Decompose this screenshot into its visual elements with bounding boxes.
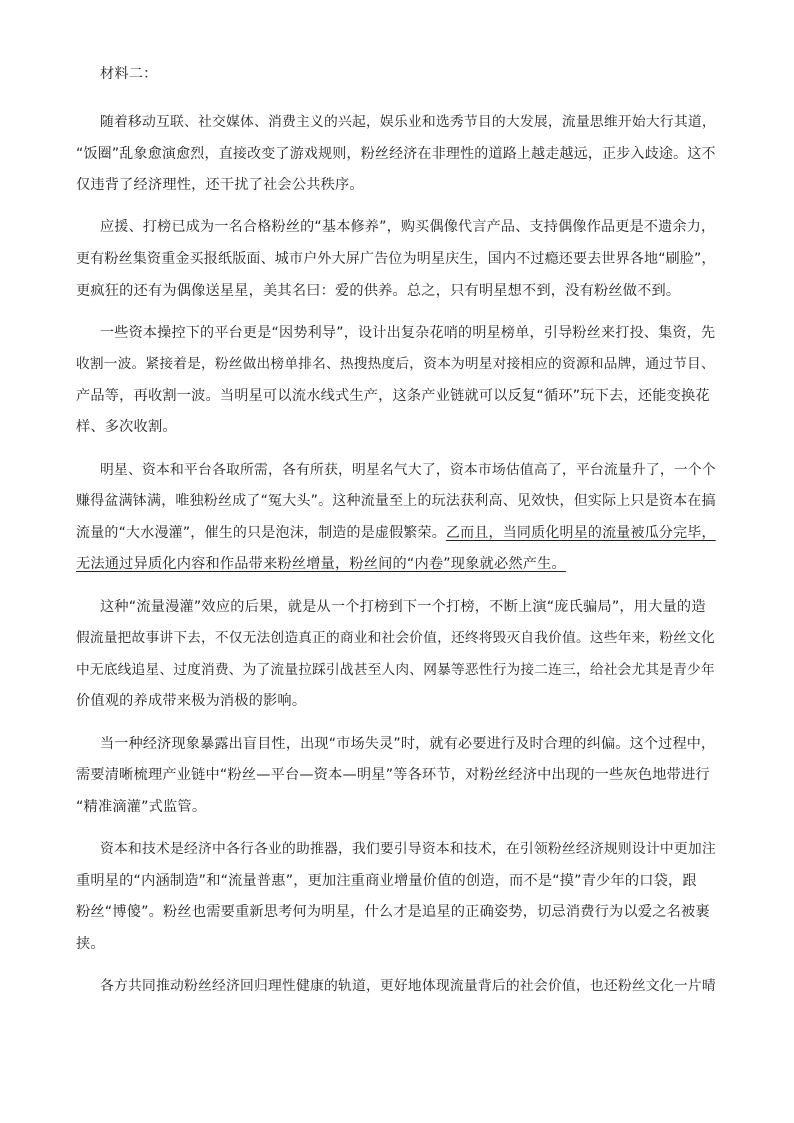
paragraph-line: 收割一波。紧接着是，粉丝做出榜单排名、热搜热度后，资本为明星对接相应的资源和品牌，通过节目、 [76, 356, 715, 372]
paragraph-line: 样、多次收割。 [76, 419, 177, 435]
paragraph-line: 仅违背了经济理性，还干扰了社会公共秩序。 [76, 177, 364, 193]
paragraph-line: 随着移动互联、社交媒体、消费主义的兴起，娱乐业和选秀节目的大发展，流量思维开始大行其道， [100, 114, 716, 130]
underlined-line [0, 554, 794, 574]
paragraph-line: 中无底线追星、过度消费、为了流量拉踩引战甚至人肉、网暴等恶性行为接二连三，给社会尤其是青少年 [76, 662, 715, 678]
paragraph-line: 当一种经济现象暴露出盲目性，出现“市场失灵”时，就有必要进行及时合理的纠偏。这个过程中， [100, 736, 716, 752]
paragraph-line: 产品等，再收割一波。当明星可以流水线式生产，这条产业链就可以反复“循环”玩下去，还能变换花 [76, 388, 710, 404]
paragraph-line: 一些资本操控下的平台更是“因势利导”，设计出复杂花哨的明星榜单，引导粉丝来打投、集资，先 [100, 325, 716, 341]
paragraph-line: 各方共同推动粉丝经济回归理性健康的轨道，更好地体现流量背后的社会价值，也还粉丝文化一片晴 [100, 978, 716, 994]
paragraph-line-with-underline [0, 523, 794, 543]
paragraph-line: 价值观的养成带来极为消极的影响。 [76, 693, 307, 709]
paragraph-line: “精准滴灌”式监管。 [76, 799, 207, 815]
paragraph-line: 明星、资本和平台各取所需，各有所获，明星名气大了，资本市场估值高了，平台流量升了，一个个 [100, 462, 716, 478]
paragraph-line: 这种“流量漫灌”效应的后果，就是从一个打榜到下一个打榜，不断上演“庞氏骗局”，用大量的造 [100, 599, 706, 615]
paragraph-text: 流量的“大水漫灌”，催生的只是泡沫，制造的是虚假繁荣。 [76, 525, 446, 541]
paragraph-line: 粉丝“博傻”。粉丝也需要重新思考何为明星，什么才是追星的正确姿势，切忌消费行为以爱之名被裹 [76, 904, 710, 920]
paragraph-line: 更疯狂的还有为偶像送星星，美其名曰：爱的供养。总之，只有明星想不到，没有粉丝做不到。 [76, 283, 681, 299]
underlined-sentence: 无法通过异质化内容和作品带来粉丝增量，粉丝间的“内卷”现象就必然产生。 [76, 556, 566, 572]
underlined-sentence: 乙而且，当同质化明星的流量被瓜分完毕， [445, 525, 716, 541]
paragraph-line: 赚得盆满钵满，唯独粉丝成了“冤大头”。这种流量至上的玩法获利高、见效快，但实际上只是资本在搞 [76, 493, 716, 509]
section-label: 材料二： [100, 66, 158, 82]
paragraph-line: 假流量把故事讲下去，不仅无法创造真正的商业和社会价值，还终将毁灭自我价值。这些年来，粉丝文化 [76, 630, 715, 646]
paragraph-line: 资本和技术是经济中各行各业的助推器，我们要引导资本和技术，在引领粉丝经济规则设计中更加注 [100, 841, 716, 857]
paragraph-line: 重明星的“内涵制造”和“流量普惠”，更加注重商业增量价值的创造，而不是“摸”青少年的口袋，跟 [76, 873, 697, 889]
paragraph-line: 更有粉丝集资重金买报纸版面、城市户外大屏广告位为明星庆生，国内不过瘾还要去世界各地“刷脸”， [76, 251, 716, 267]
paragraph-line: 应援、打榜已成为一名合格粉丝的“基本修养”，购买偶像代言产品、支持偶像作品更是不遗余力， [100, 219, 716, 235]
paragraph-line: 需要清晰梳理产业链中“粉丝—平台—资本—明星”等各环节，对粉丝经济中出现的一些灰色地带进行 [76, 767, 710, 783]
paragraph-line: “饭圈”乱象愈演愈烈，直接改变了游戏规则，粉丝经济在非理性的道路上越走越远，正步入歧途。这不 [76, 146, 716, 162]
paragraph-line: 挟。 [76, 936, 105, 952]
